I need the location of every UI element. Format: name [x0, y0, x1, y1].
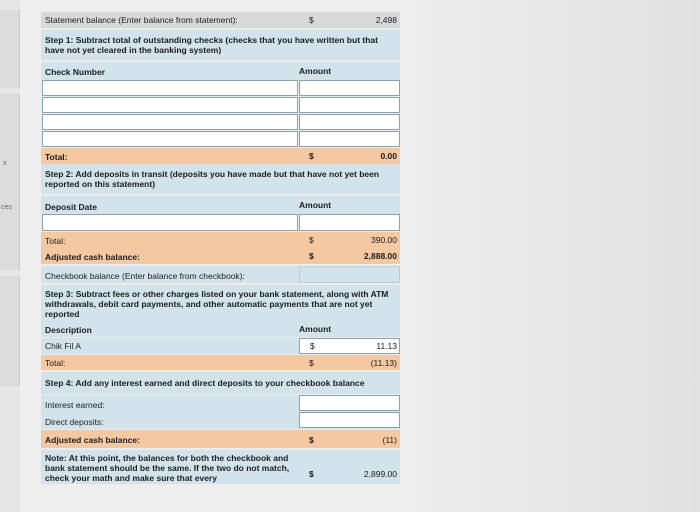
step2-adjusted-value: 2,888.00 [363, 251, 397, 261]
check-amount-input[interactable] [299, 131, 400, 147]
step3-item-name: Chik Fil A [45, 341, 81, 351]
step1-total-currency: $ [309, 151, 314, 161]
step3-columns [41, 323, 400, 337]
step2-total-value: 390.00 [371, 235, 397, 245]
deposit-date-input[interactable] [42, 214, 298, 231]
check-number-input[interactable] [42, 114, 298, 130]
note-text: Note: At this point, the balances for both the checkbook and bank statement should be the same. If the two do not match, check your math and make sure that every [45, 453, 290, 483]
step3-total-row [41, 355, 400, 370]
check-amount-input[interactable] [299, 97, 400, 113]
note-value: 2,899.00 [363, 469, 397, 479]
check-amount-input[interactable] [299, 114, 400, 130]
statement-balance-value: 2,498 [375, 15, 397, 25]
left-panel-box-bottom [0, 276, 20, 386]
step3-item-currency: $ [310, 341, 315, 351]
step1-columns [41, 62, 400, 80]
left-panel-box-top [0, 10, 20, 88]
step3-item-row [41, 338, 400, 354]
step2-total-currency: $ [309, 235, 314, 245]
statement-balance-currency: $ [309, 15, 314, 25]
step4-direct-label: Direct deposits: [45, 417, 104, 427]
step2-adjusted-label: Adjusted cash balance: [45, 252, 140, 262]
deposit-amount-input[interactable] [299, 214, 400, 231]
step2-total-row [41, 232, 400, 248]
direct-deposits-input[interactable] [299, 412, 400, 428]
statement-balance-label: Statement balance (Enter balance from statement): [45, 15, 238, 25]
statement-balance-row [41, 12, 400, 28]
step2-adjusted-currency: $ [309, 251, 314, 261]
step4-adjusted-label: Adjusted cash balance: [45, 435, 140, 445]
step2-col-amount: Amount [299, 200, 332, 210]
right-shadow [400, 0, 700, 512]
step3-col-amount: Amount [299, 324, 332, 334]
check-number-input[interactable] [42, 80, 298, 96]
step4-header [41, 372, 400, 394]
step3-total-currency: $ [309, 358, 314, 368]
step3-total-value: (11.13) [370, 358, 397, 368]
step3-total-label: Total: [45, 358, 66, 368]
step1-total-value: 0.00 [380, 151, 397, 161]
checkbook-balance-input[interactable] [299, 266, 400, 283]
step2-header [41, 164, 400, 194]
left-panel-label: ces [1, 204, 12, 211]
step3-col-description: Description [45, 325, 92, 335]
step2-total-label: Total: [45, 236, 66, 246]
step2-adjusted-row [41, 248, 400, 264]
check-number-input[interactable] [42, 131, 298, 147]
step3-header [41, 285, 400, 323]
step2-col-deposit-date: Deposit Date [45, 202, 97, 212]
interest-earned-input[interactable] [299, 395, 400, 411]
step1-header [41, 30, 400, 60]
step4-adjusted-currency: $ [309, 435, 314, 445]
check-amount-input[interactable] [299, 80, 400, 96]
step3-heading: Step 3: Subtract fees or other charges listed on your bank statement, along with ATM withdrawals, debit card payments, and other automatic payments that are not yet reported [45, 289, 389, 319]
step4-adjusted-value: (11) [382, 435, 397, 445]
step4-heading: Step 4: Add any interest earned and direct deposits to your checkbook balance [45, 378, 365, 388]
check-number-input[interactable] [42, 97, 298, 113]
checkbook-balance-row [41, 266, 400, 283]
left-panel [0, 0, 20, 512]
left-panel-marker: x [3, 160, 7, 167]
step2-heading: Step 2: Add deposits in transit (deposits you have made but that have not yet been reported on this statement) [45, 169, 380, 189]
step2-columns [41, 196, 400, 214]
left-panel-box-middle [0, 94, 20, 270]
note-row [41, 450, 400, 484]
step1-col-amount: Amount [299, 66, 332, 76]
step1-total-row [41, 148, 400, 164]
step3-item-amount-input[interactable] [299, 338, 400, 354]
step3-item-value: 11.13 [376, 341, 397, 351]
step4-interest-label: Interest earned: [45, 400, 105, 410]
reconciliation-form [41, 12, 400, 484]
step1-heading: Step 1: Subtract total of outstanding checks (checks that you have written but that have not yet cleared in the banking system) [45, 35, 378, 55]
note-currency: $ [309, 469, 314, 479]
step4-adjusted-row [41, 430, 400, 448]
step1-total-label: Total: [45, 152, 68, 162]
step1-col-check-number: Check Number [45, 67, 105, 77]
checkbook-balance-label: Checkbook balance (Enter balance from checkbook): [45, 271, 245, 281]
